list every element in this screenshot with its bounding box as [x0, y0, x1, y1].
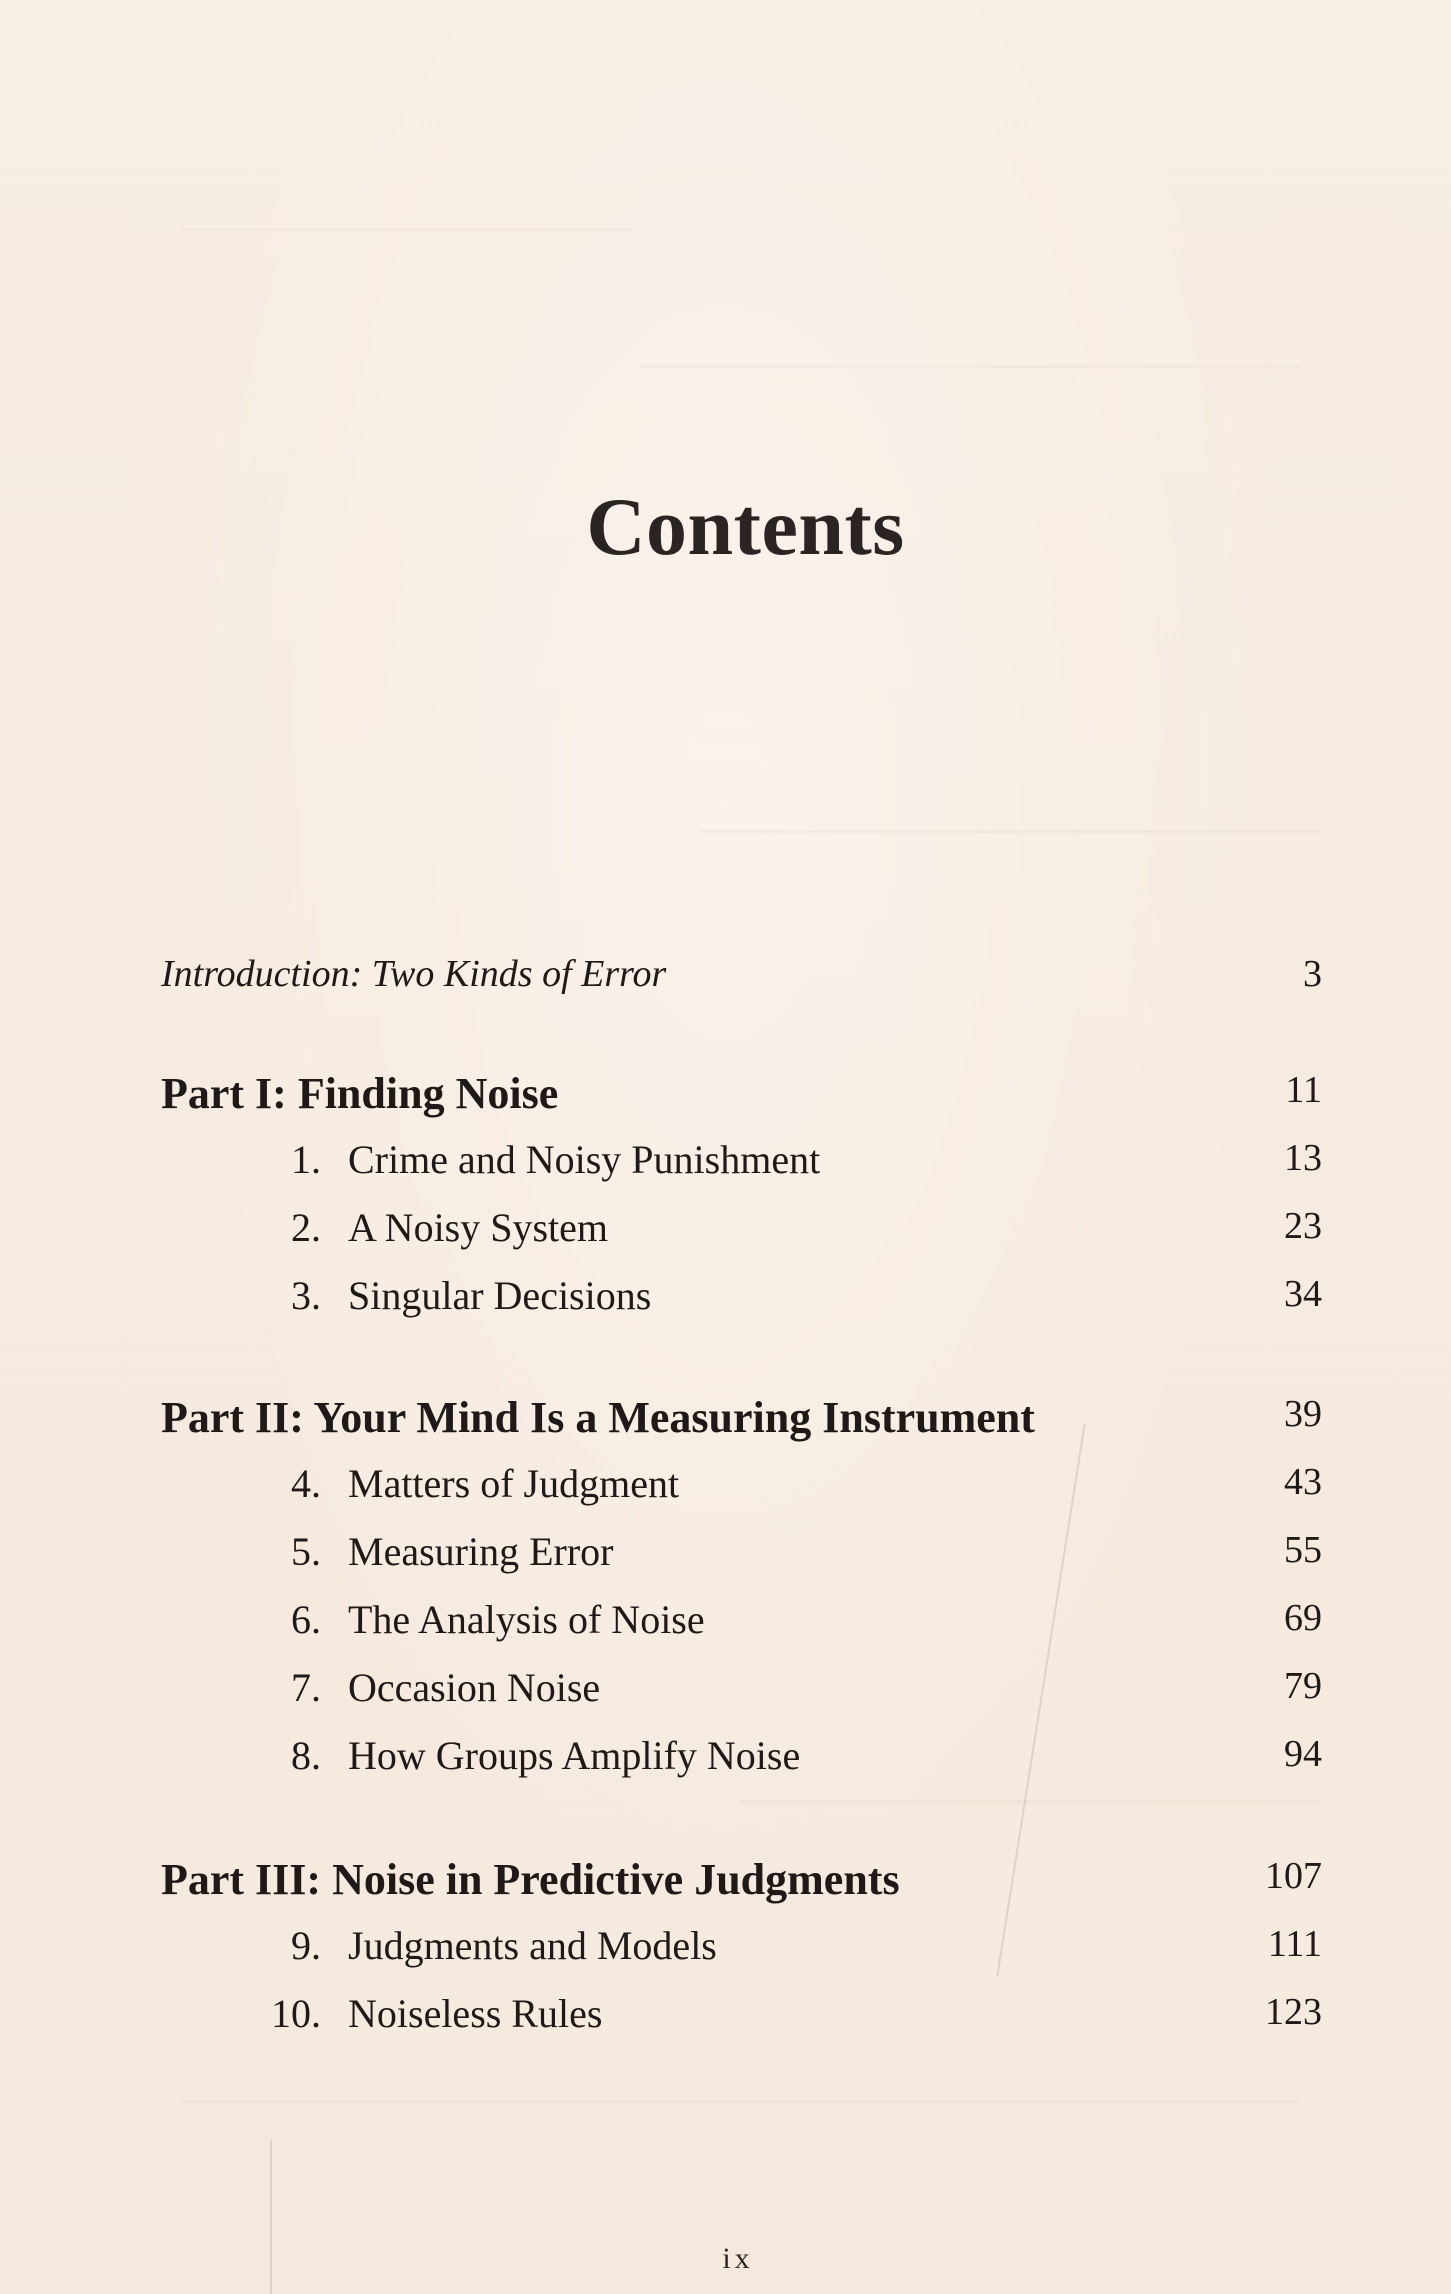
chapter-number: 8. [291, 1733, 321, 1778]
chapter-title: Singular Decisions [348, 1273, 652, 1318]
page-number: 79 [1284, 1665, 1322, 1707]
toc-chapter[interactable] [161, 1204, 1322, 1264]
chapter-number: 9. [291, 1923, 321, 1968]
page-folio: ix [722, 2242, 754, 2275]
toc-chapter[interactable] [161, 1460, 1322, 1520]
chapter-title: Crime and Noisy Punishment [348, 1137, 821, 1182]
show-through-line [180, 228, 630, 231]
part-title: Part III: Noise in Predictive Judgments [161, 1855, 900, 1904]
toc-chapter[interactable] [161, 1136, 1322, 1196]
chapter-title: How Groups Amplify Noise [348, 1733, 801, 1778]
page-number: 94 [1284, 1733, 1322, 1775]
page-number: 13 [1284, 1137, 1322, 1179]
page-number: 3 [1303, 953, 1322, 995]
toc-chapter[interactable] [161, 1596, 1322, 1656]
chapter-title: Matters of Judgment [348, 1461, 680, 1506]
chapter-title: Judgments and Models [348, 1923, 717, 1968]
entry-title: Introduction: Two Kinds of Error [161, 953, 667, 995]
show-through-line [180, 2100, 1300, 2103]
toc-chapter[interactable] [161, 1528, 1322, 1588]
toc-part-1[interactable] [161, 1068, 1322, 1128]
page-number: 34 [1284, 1273, 1322, 1315]
part-title: Part II: Your Mind Is a Measuring Instrument [161, 1393, 1035, 1442]
show-through-line [640, 365, 1300, 368]
show-through-line [700, 830, 1320, 833]
toc-chapter[interactable] [161, 1732, 1322, 1792]
toc-part-3[interactable] [161, 1854, 1322, 1914]
page-number: 111 [1267, 1923, 1322, 1965]
chapter-number: 1. [291, 1137, 321, 1182]
page-number: 69 [1284, 1597, 1322, 1639]
page-number: 123 [1265, 1991, 1322, 2033]
show-through-line [740, 1800, 1320, 1803]
page-number: 23 [1284, 1205, 1322, 1247]
chapter-number: 10. [271, 1991, 321, 2036]
page-number: 107 [1265, 1855, 1322, 1897]
chapter-number: 3. [291, 1273, 321, 1318]
toc-chapter[interactable] [161, 1664, 1322, 1724]
chapter-title: Occasion Noise [348, 1665, 601, 1710]
chapter-number: 4. [291, 1461, 321, 1506]
page-number: 43 [1284, 1461, 1322, 1503]
chapter-number: 6. [291, 1597, 321, 1642]
page-number: 39 [1284, 1393, 1322, 1435]
toc-entry-introduction[interactable] [161, 952, 1322, 1012]
chapter-title: Noiseless Rules [348, 1991, 603, 2036]
chapter-number: 2. [291, 1205, 321, 1250]
part-title: Part I: Finding Noise [161, 1069, 559, 1118]
chapter-number: 5. [291, 1529, 321, 1574]
toc-chapter[interactable] [161, 1922, 1322, 1982]
page-number: 55 [1284, 1529, 1322, 1571]
chapter-title: Measuring Error [348, 1529, 614, 1574]
page-number: 11 [1285, 1069, 1322, 1111]
chapter-title: The Analysis of Noise [348, 1597, 705, 1642]
chapter-number: 7. [291, 1665, 321, 1710]
toc-part-2[interactable] [161, 1392, 1322, 1452]
page-title: Contents [586, 481, 905, 572]
chapter-title: A Noisy System [348, 1205, 609, 1250]
toc-chapter[interactable] [161, 1990, 1322, 2050]
toc-chapter[interactable] [161, 1272, 1322, 1332]
